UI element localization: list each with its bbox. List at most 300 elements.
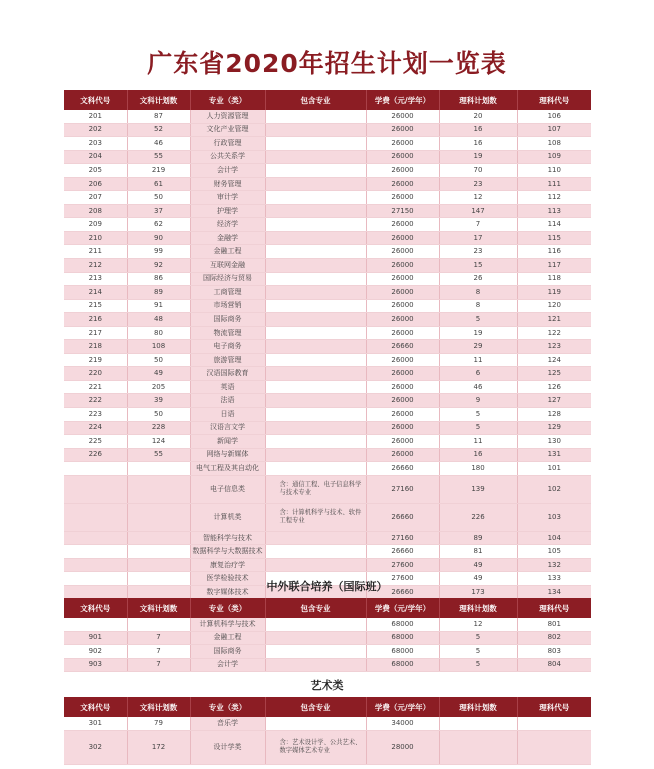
table-row (64, 137, 591, 151)
cell-fee: 26000 (366, 164, 439, 178)
cell-includes (265, 218, 366, 232)
cell-sci-plan: 5 (439, 631, 517, 645)
cell-fee: 26660 (366, 503, 439, 531)
cell-includes (265, 110, 366, 123)
cell-includes (265, 394, 366, 408)
cell-fee: 26000 (366, 367, 439, 381)
cell-includes (265, 191, 366, 205)
cell-arts-code: 205 (64, 164, 127, 178)
cell-fee: 27600 (366, 572, 439, 586)
cell-sci-code: 108 (517, 137, 591, 151)
cell-sci-plan: 7 (439, 218, 517, 232)
cell-arts-code (64, 618, 127, 631)
cell-arts-code: 217 (64, 326, 127, 340)
cell-sci-plan: 81 (439, 545, 517, 559)
cell-sci-plan: 11 (439, 435, 517, 449)
cell-arts-plan: 62 (127, 218, 190, 232)
cell-fee: 26660 (366, 585, 439, 599)
cell-arts-plan: 91 (127, 299, 190, 313)
table-header-row (64, 697, 591, 717)
cell-major: 旅游管理 (190, 353, 265, 367)
table-row (64, 231, 591, 245)
cell-major: 市场营销 (190, 299, 265, 313)
header-arts-code: 文科代号 (64, 697, 127, 717)
cell-sci-code: 132 (517, 558, 591, 572)
table-row (64, 218, 591, 232)
cell-sci-code: 120 (517, 299, 591, 313)
cell-sci-code: 113 (517, 204, 591, 218)
cell-arts-code: 216 (64, 313, 127, 327)
cell-arts-plan: 50 (127, 191, 190, 205)
cell-arts-plan: 46 (127, 137, 190, 151)
cell-arts-plan: 55 (127, 150, 190, 164)
table-row (64, 475, 591, 503)
cell-arts-plan: 50 (127, 353, 190, 367)
cell-arts-code: 901 (64, 631, 127, 645)
cell-includes (265, 367, 366, 381)
cell-includes (265, 421, 366, 435)
cell-sci-plan: 49 (439, 558, 517, 572)
cell-includes (265, 462, 366, 476)
cell-fee: 26000 (366, 123, 439, 137)
cell-arts-code: 214 (64, 286, 127, 300)
header-sci-code: 理科代号 (517, 598, 591, 618)
cell-major: 会计学 (190, 164, 265, 178)
cell-major: 经济学 (190, 218, 265, 232)
cell-major: 法语 (190, 394, 265, 408)
cell-includes (265, 353, 366, 367)
table-row (64, 631, 591, 645)
cell-includes (265, 558, 366, 572)
cell-major: 国际商务 (190, 645, 265, 659)
cell-fee: 26000 (366, 150, 439, 164)
cell-arts-plan: 39 (127, 394, 190, 408)
cell-sci-plan: 17 (439, 231, 517, 245)
cell-sci-code: 115 (517, 231, 591, 245)
cell-arts-plan: 49 (127, 367, 190, 381)
cell-arts-code: 223 (64, 408, 127, 422)
header-sci-plan: 理科计划数 (439, 697, 517, 717)
cell-sci-code: 127 (517, 394, 591, 408)
cell-major: 物流管理 (190, 326, 265, 340)
cell-arts-code: 301 (64, 717, 127, 730)
cell-sci-code (517, 717, 591, 730)
cell-includes (265, 137, 366, 151)
cell-includes (265, 618, 366, 631)
cell-fee: 26000 (366, 394, 439, 408)
cell-arts-code: 215 (64, 299, 127, 313)
table-row (64, 177, 591, 191)
cell-sci-code: 111 (517, 177, 591, 191)
cell-arts-code: 203 (64, 137, 127, 151)
table-row (64, 448, 591, 462)
table-row (64, 340, 591, 354)
cell-fee: 26000 (366, 421, 439, 435)
cell-includes (265, 150, 366, 164)
cell-arts-plan: 55 (127, 448, 190, 462)
cell-includes (265, 380, 366, 394)
cell-sci-code: 116 (517, 245, 591, 259)
cell-major: 新闻学 (190, 435, 265, 449)
cell-sci-code: 103 (517, 503, 591, 531)
cell-includes (265, 123, 366, 137)
cell-includes: 含：通信工程、电子信息科学与技术专业 (265, 475, 366, 503)
cell-sci-plan: 5 (439, 658, 517, 672)
cell-sci-code: 105 (517, 545, 591, 559)
cell-fee: 26000 (366, 326, 439, 340)
cell-includes (265, 531, 366, 545)
header-arts-code: 文科代号 (64, 598, 127, 618)
cell-major: 电子信息类 (190, 475, 265, 503)
cell-arts-code: 220 (64, 367, 127, 381)
cell-sci-plan: 5 (439, 408, 517, 422)
cell-sci-plan: 49 (439, 572, 517, 586)
main-plan-table (64, 90, 591, 600)
cell-major: 互联网金融 (190, 259, 265, 273)
cell-includes: 含：艺术设计学、公共艺术、数字媒体艺术专业 (265, 730, 366, 764)
cell-sci-plan: 70 (439, 164, 517, 178)
table-row (64, 531, 591, 545)
cell-sci-plan: 6 (439, 367, 517, 381)
cell-fee: 26000 (366, 218, 439, 232)
art-plan-table (64, 697, 591, 765)
cell-arts-plan: 48 (127, 313, 190, 327)
header-major: 专业（类） (190, 598, 265, 618)
cell-major: 会计学 (190, 658, 265, 672)
cell-sci-code: 122 (517, 326, 591, 340)
cell-arts-plan: 79 (127, 717, 190, 730)
cell-sci-code: 804 (517, 658, 591, 672)
cell-arts-code (64, 558, 127, 572)
cell-major: 电子商务 (190, 340, 265, 354)
header-fee: 学费（元/学年） (366, 90, 439, 110)
cell-major: 国际商务 (190, 313, 265, 327)
cell-sci-plan: 5 (439, 313, 517, 327)
cell-arts-code (64, 545, 127, 559)
cell-sci-code: 117 (517, 259, 591, 273)
cell-sci-code: 106 (517, 110, 591, 123)
cell-major: 计算机科学与技术 (190, 618, 265, 631)
cell-arts-plan: 124 (127, 435, 190, 449)
cell-major: 汉语言文学 (190, 421, 265, 435)
cell-sci-plan: 11 (439, 353, 517, 367)
cell-fee: 34000 (366, 717, 439, 730)
cell-sci-plan: 26 (439, 272, 517, 286)
cell-fee: 26000 (366, 231, 439, 245)
cell-arts-plan: 172 (127, 730, 190, 764)
cell-sci-code: 101 (517, 462, 591, 476)
cell-major: 电气工程及其自动化 (190, 462, 265, 476)
cell-arts-plan (127, 558, 190, 572)
cell-arts-plan: 92 (127, 259, 190, 273)
cell-major: 网络与新媒体 (190, 448, 265, 462)
cell-arts-plan: 90 (127, 231, 190, 245)
cell-arts-code: 224 (64, 421, 127, 435)
table-row (64, 730, 591, 764)
cell-major: 英语 (190, 380, 265, 394)
table-row (64, 558, 591, 572)
cell-includes (265, 326, 366, 340)
cell-arts-plan: 89 (127, 286, 190, 300)
cell-arts-plan: 7 (127, 658, 190, 672)
cell-fee: 26000 (366, 408, 439, 422)
cell-fee: 26000 (366, 110, 439, 123)
table-row (64, 110, 591, 123)
table-row (64, 658, 591, 672)
cell-fee: 26000 (366, 286, 439, 300)
cell-arts-code (64, 462, 127, 476)
cell-major: 审计学 (190, 191, 265, 205)
cell-sci-plan: 89 (439, 531, 517, 545)
cell-fee: 27600 (366, 558, 439, 572)
table-row (64, 645, 591, 659)
cell-fee: 26000 (366, 137, 439, 151)
cell-arts-code: 213 (64, 272, 127, 286)
cell-sci-plan (439, 730, 517, 764)
page-title: 广东省2020年招生计划一览表 (147, 49, 507, 78)
cell-sci-code (517, 730, 591, 764)
section-title-art: 艺术类 (310, 679, 344, 692)
cell-arts-code (64, 531, 127, 545)
cell-sci-plan: 5 (439, 645, 517, 659)
cell-sci-plan: 19 (439, 326, 517, 340)
cell-sci-plan: 5 (439, 421, 517, 435)
cell-sci-plan: 12 (439, 618, 517, 631)
cell-sci-code: 102 (517, 475, 591, 503)
cell-fee: 68000 (366, 645, 439, 659)
cell-arts-plan (127, 618, 190, 631)
table-row (64, 191, 591, 205)
cell-major: 康复治疗学 (190, 558, 265, 572)
table-header-row (64, 598, 591, 618)
cell-major: 财务管理 (190, 177, 265, 191)
cell-major: 行政管理 (190, 137, 265, 151)
cell-major: 数字媒体技术 (190, 585, 265, 599)
header-sci-code: 理科代号 (517, 697, 591, 717)
cell-sci-plan: 139 (439, 475, 517, 503)
cell-arts-code (64, 475, 127, 503)
cell-arts-code: 226 (64, 448, 127, 462)
cell-fee: 26000 (366, 353, 439, 367)
cell-sci-code: 126 (517, 380, 591, 394)
cell-sci-code: 114 (517, 218, 591, 232)
cell-includes: 含：计算机科学与技术、软件工程专业 (265, 503, 366, 531)
table-header-row (64, 90, 591, 110)
cell-sci-code: 112 (517, 191, 591, 205)
header-fee: 学费（元/学年） (366, 598, 439, 618)
cell-fee: 68000 (366, 618, 439, 631)
header-major: 专业（类） (190, 90, 265, 110)
cell-includes (265, 259, 366, 273)
cell-arts-plan (127, 462, 190, 476)
cell-arts-plan: 228 (127, 421, 190, 435)
cell-includes (265, 313, 366, 327)
table-row (64, 164, 591, 178)
cell-sci-code: 801 (517, 618, 591, 631)
header-arts-plan: 文科计划数 (127, 598, 190, 618)
cell-sci-code: 107 (517, 123, 591, 137)
cell-arts-plan: 108 (127, 340, 190, 354)
cell-sci-code: 119 (517, 286, 591, 300)
cell-arts-plan: 7 (127, 645, 190, 659)
cell-sci-code: 124 (517, 353, 591, 367)
cell-arts-plan: 61 (127, 177, 190, 191)
cell-major: 金融学 (190, 231, 265, 245)
cell-major: 文化产业管理 (190, 123, 265, 137)
cell-arts-code: 302 (64, 730, 127, 764)
table-row (64, 408, 591, 422)
cell-major: 数据科学与大数据技术 (190, 545, 265, 559)
cell-arts-code: 209 (64, 218, 127, 232)
cell-arts-code: 218 (64, 340, 127, 354)
cell-sci-plan: 8 (439, 299, 517, 313)
cell-sci-code: 125 (517, 367, 591, 381)
table-row (64, 353, 591, 367)
cell-includes (265, 658, 366, 672)
table-row (64, 380, 591, 394)
header-sci-plan: 理科计划数 (439, 598, 517, 618)
cell-fee: 26000 (366, 245, 439, 259)
cell-fee: 26000 (366, 272, 439, 286)
cell-arts-plan: 205 (127, 380, 190, 394)
cell-fee: 26000 (366, 259, 439, 273)
cell-major: 工商管理 (190, 286, 265, 300)
cell-sci-code: 130 (517, 435, 591, 449)
cell-major: 日语 (190, 408, 265, 422)
cell-arts-code: 902 (64, 645, 127, 659)
cell-includes (265, 177, 366, 191)
cell-arts-code: 212 (64, 259, 127, 273)
cell-arts-plan: 52 (127, 123, 190, 137)
table-row (64, 204, 591, 218)
table-row (64, 394, 591, 408)
cell-sci-plan: 29 (439, 340, 517, 354)
cell-arts-code: 204 (64, 150, 127, 164)
cell-major: 智能科学与技术 (190, 531, 265, 545)
cell-includes (265, 231, 366, 245)
table-row (64, 272, 591, 286)
cell-sci-plan: 147 (439, 204, 517, 218)
header-includes: 包含专业 (265, 598, 366, 618)
cell-fee: 68000 (366, 631, 439, 645)
cell-arts-plan (127, 475, 190, 503)
cell-sci-code: 134 (517, 585, 591, 599)
table-row (64, 462, 591, 476)
cell-arts-plan: 219 (127, 164, 190, 178)
header-fee: 学费（元/学年） (366, 697, 439, 717)
table-row (64, 299, 591, 313)
cell-sci-plan: 15 (439, 259, 517, 273)
table-row (64, 618, 591, 631)
cell-includes (265, 286, 366, 300)
cell-major: 金融工程 (190, 631, 265, 645)
cell-sci-code: 133 (517, 572, 591, 586)
table-row (64, 123, 591, 137)
cell-major: 医学检验技术 (190, 572, 265, 586)
cell-arts-code: 210 (64, 231, 127, 245)
cell-includes (265, 340, 366, 354)
cell-fee: 26000 (366, 435, 439, 449)
cell-includes (265, 164, 366, 178)
cell-includes (265, 645, 366, 659)
cell-sci-code: 128 (517, 408, 591, 422)
cell-arts-plan: 99 (127, 245, 190, 259)
cell-fee: 26000 (366, 191, 439, 205)
table-row (64, 313, 591, 327)
international-plan-table (64, 598, 591, 672)
cell-includes (265, 631, 366, 645)
table-row (64, 503, 591, 531)
cell-sci-code: 109 (517, 150, 591, 164)
header-includes: 包含专业 (265, 697, 366, 717)
cell-fee: 27160 (366, 531, 439, 545)
table-row (64, 545, 591, 559)
header-sci-code: 理科代号 (517, 90, 591, 110)
cell-fee: 26660 (366, 462, 439, 476)
cell-sci-plan: 23 (439, 177, 517, 191)
cell-sci-plan: 46 (439, 380, 517, 394)
cell-includes (265, 408, 366, 422)
cell-includes (265, 299, 366, 313)
header-major: 专业（类） (190, 697, 265, 717)
cell-sci-plan: 16 (439, 448, 517, 462)
cell-sci-code: 131 (517, 448, 591, 462)
cell-fee: 28000 (366, 730, 439, 764)
cell-sci-plan: 16 (439, 123, 517, 137)
cell-sci-plan: 20 (439, 110, 517, 123)
table-row (64, 286, 591, 300)
cell-fee: 27160 (366, 475, 439, 503)
cell-arts-code: 221 (64, 380, 127, 394)
cell-sci-plan: 8 (439, 286, 517, 300)
table-row (64, 326, 591, 340)
cell-sci-code: 104 (517, 531, 591, 545)
cell-arts-code: 206 (64, 177, 127, 191)
cell-major: 国际经济与贸易 (190, 272, 265, 286)
table-row (64, 259, 591, 273)
cell-includes (265, 448, 366, 462)
cell-sci-plan: 16 (439, 137, 517, 151)
cell-fee: 26000 (366, 380, 439, 394)
cell-sci-plan: 173 (439, 585, 517, 599)
cell-sci-code: 123 (517, 340, 591, 354)
cell-fee: 26000 (366, 299, 439, 313)
cell-sci-code: 121 (517, 313, 591, 327)
table-row (64, 421, 591, 435)
cell-sci-plan (439, 717, 517, 730)
cell-includes (265, 717, 366, 730)
cell-sci-plan: 19 (439, 150, 517, 164)
cell-fee: 26000 (366, 448, 439, 462)
cell-arts-plan (127, 531, 190, 545)
cell-arts-code (64, 503, 127, 531)
cell-fee: 26000 (366, 313, 439, 327)
cell-arts-plan: 37 (127, 204, 190, 218)
cell-arts-code: 211 (64, 245, 127, 259)
cell-sci-plan: 23 (439, 245, 517, 259)
cell-sci-code: 802 (517, 631, 591, 645)
cell-sci-plan: 9 (439, 394, 517, 408)
cell-includes (265, 435, 366, 449)
section-title-international: 中外联合培养（国际班） (266, 580, 388, 593)
cell-includes (265, 204, 366, 218)
cell-arts-code: 208 (64, 204, 127, 218)
header-arts-plan: 文科计划数 (127, 90, 190, 110)
cell-arts-code: 201 (64, 110, 127, 123)
cell-sci-plan: 226 (439, 503, 517, 531)
cell-sci-code: 118 (517, 272, 591, 286)
cell-arts-plan (127, 545, 190, 559)
